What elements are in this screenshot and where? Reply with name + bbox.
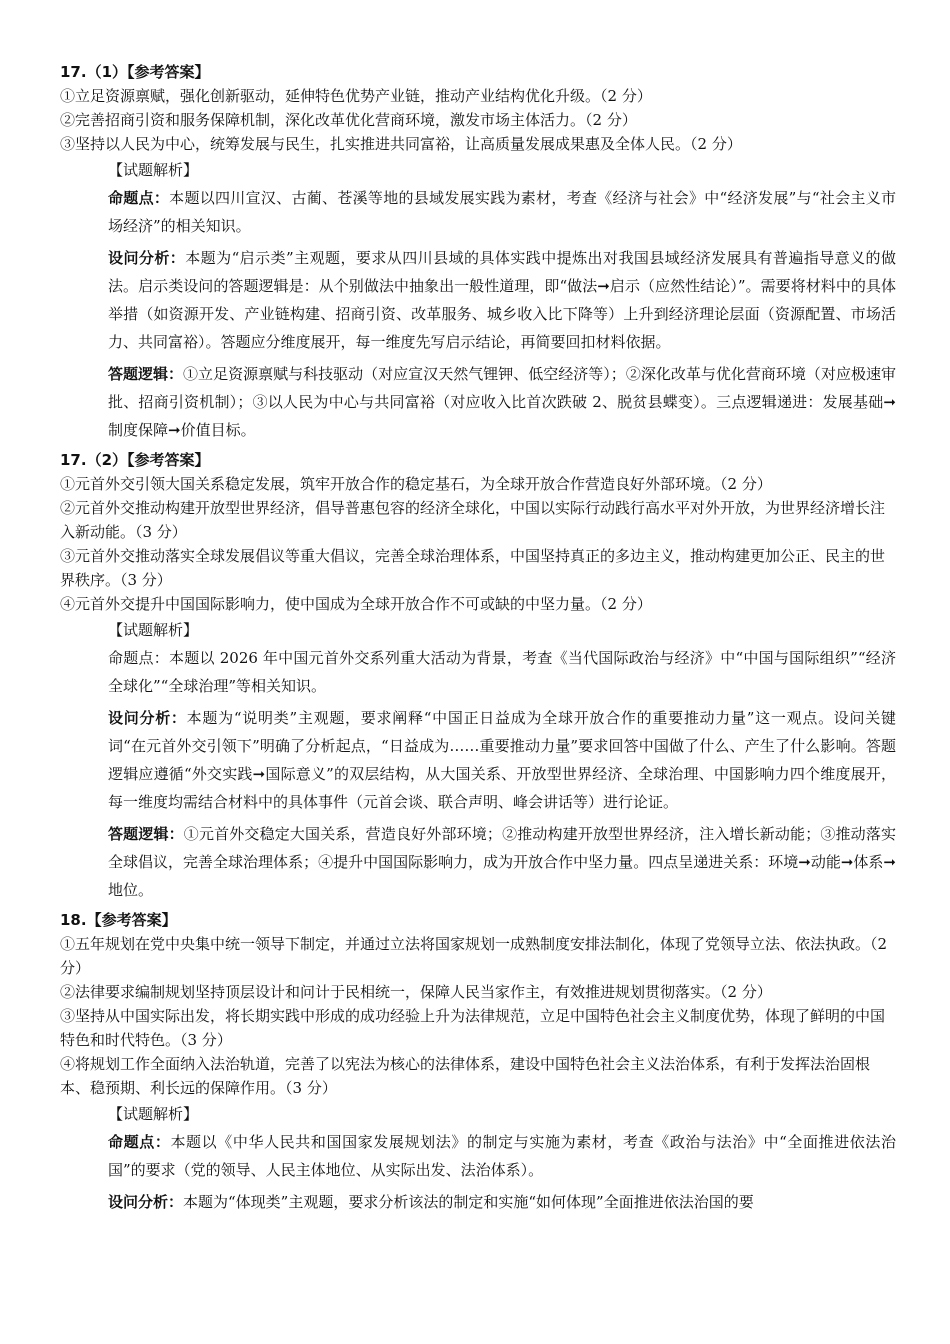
analysis-heading: 【试题解析】 (108, 621, 199, 639)
mingtidian-paragraph (108, 184, 896, 240)
answer-item: ③元首外交推动落实全球发展倡议等重大倡议，完善全球治理体系，中国坚持真正的多边主义，推动构建更加公正、民主的世界秩序。（3 分） (60, 547, 886, 589)
mingtidian-label: 命题点： (108, 189, 170, 207)
answer-item: ①立足资源禀赋，强化创新驱动，延伸特色优势产业链，推动产业结构优化升级。（2 分） (60, 87, 652, 105)
answer-item: ②完善招商引资和服务保障机制，深化改革优化营商环境，激发市场主体活力。（2 分） (60, 111, 637, 129)
question-17-2 (60, 448, 896, 904)
dati-text: ①立足资源禀赋与科技驱动（对应宣汉天然气锂钾、低空经济等）；②深化改革与优化营商环境（对应极速审批、招商引资机制）；③以人民为中心与共同富裕（对应收入比首次跌破 2、脱贫县蝶变）。三点逻辑递进：发展基础➞制度保障➞价值目标。 (108, 365, 896, 439)
question-18 (60, 908, 896, 1216)
mingtidian-paragraph (108, 1128, 896, 1184)
document-page (60, 58, 896, 1220)
question-heading: 17.（2）【参考答案】 (60, 451, 210, 469)
question-17-1 (60, 60, 896, 444)
answer-item: ④元首外交提升中国国际影响力，使中国成为全球开放合作不可或缺的中坚力量。（2 分） (60, 595, 652, 613)
mingtidian-text: 本题以《中华人民共和国国家发展规划法》的制定与实施为素材，考查《政治与法治》中“全面推进依法治国”的要求（党的领导、人民主体地位、从实际出发、法治体系）。 (108, 1133, 896, 1179)
shewen-paragraph (108, 244, 896, 356)
answer-item: ③坚持以人民为中心，统筹发展与民生，扎实推进共同富裕，让高质量发展成果惠及全体人民。（2 分） (60, 135, 742, 153)
dati-label: 答题逻辑： (108, 365, 184, 383)
shewen-paragraph (108, 704, 896, 816)
shewen-label: 设问分析： (108, 249, 186, 267)
dati-label: 答题逻辑： (108, 825, 184, 843)
question-heading: 17.（1）【参考答案】 (60, 63, 210, 81)
mingtidian-paragraph (108, 644, 896, 700)
answer-item: ②法律要求编制规划坚持顶层设计和问计于民相统一，保障人民当家作主，有效推进规划贯彻落实。（2 分） (60, 983, 772, 1001)
dati-paragraph (108, 360, 896, 444)
shewen-label: 设问分析： (108, 709, 187, 727)
dati-paragraph (108, 820, 896, 904)
analysis-heading: 【试题解析】 (108, 1105, 199, 1123)
mingtidian-text: 本题以四川宣汉、古蔺、苍溪等地的县域发展实践为素材，考查《经济与社会》中“经济发展”与“社会主义市场经济”的相关知识。 (108, 189, 896, 235)
shewen-text: 本题为“体现类”主观题，要求分析该法的制定和实施“如何体现”全面推进依法治国的要 (183, 1193, 754, 1211)
answer-item: ①元首外交引领大国关系稳定发展，筑牢开放合作的稳定基石，为全球开放合作营造良好外部环境。（2 分） (60, 475, 772, 493)
mingtidian-label: 命题点： (108, 1133, 171, 1151)
shewen-paragraph (108, 1188, 896, 1216)
analysis-heading: 【试题解析】 (108, 161, 199, 179)
mingtidian-text: 本题以 2026 年中国元首外交系列重大活动为背景，考查《当代国际政治与经济》中“中国与国际组织”“经济全球化”“全球治理”等相关知识。 (108, 649, 896, 695)
answer-item: ①五年规划在党中央集中统一领导下制定，并通过立法将国家规划一成熟制度安排法制化，体现了党领导立法、依法执政。（2 分） (60, 935, 888, 977)
question-heading: 18.【参考答案】 (60, 911, 177, 929)
dati-text: ①元首外交稳定大国关系，营造良好外部环境；②推动构建开放型世界经济，注入增长新动能；③推动落实全球倡议，完善全球治理体系；④提升中国国际影响力，成为开放合作中坚力量。四点呈递进关系：环境➞动能➞体系➞地位。 (108, 825, 896, 899)
shewen-label: 设问分析： (108, 1193, 184, 1211)
shewen-text: 本题为“说明类”主观题，要求阐释“中国正日益成为全球开放合作的重要推动力量”这一观点。设问关键词“在元首外交引领下”明确了分析起点，“日益成为……重要推动力量”要求回答中国做了什么、产生了什么影响。答题逻辑应遵循“外交实践➞国际意义”的双层结构，从大国关系、开放型世界经济、全球治理、中国影响力四个维度展开，每一维度均需结合材料中的具体事件（元首会谈、联合声明、峰会讲话等）进行论证。 (108, 709, 896, 811)
answer-item: ③坚持从中国实际出发，将长期实践中形成的成功经验上升为法律规范，立足中国特色社会主义制度优势，体现了鲜明的中国特色和时代特色。（3 分） (60, 1007, 886, 1049)
answer-item: ②元首外交推动构建开放型世界经济，倡导普惠包容的经济全球化，中国以实际行动践行高水平对外开放，为世界经济增长注入新动能。（3 分） (60, 499, 886, 541)
mingtidian-label: 命题点： (108, 649, 169, 667)
answer-item: ④将规划工作全面纳入法治轨道，完善了以宪法为核心的法律体系，建设中国特色社会主义法治体系，有利于发挥法治固根本、稳预期、利长远的保障作用。（3 分） (60, 1055, 871, 1097)
shewen-text: 本题为“启示类”主观题，要求从四川县域的具体实践中提炼出对我国县域经济发展具有普遍指导意义的做法。启示类设问的答题逻辑是：从个别做法中抽象出一般性道理，即“做法➞启示（应然性结论）”。需要将材料中的具体举措（如资源开发、产业链构建、招商引资、改革服务、城乡收入比下降等）上升到经济理论层面（资源配置、市场活力、共同富裕）。答题应分维度展开，每一维度先写启示结论，再简要回扣材料依据。 (108, 249, 896, 351)
